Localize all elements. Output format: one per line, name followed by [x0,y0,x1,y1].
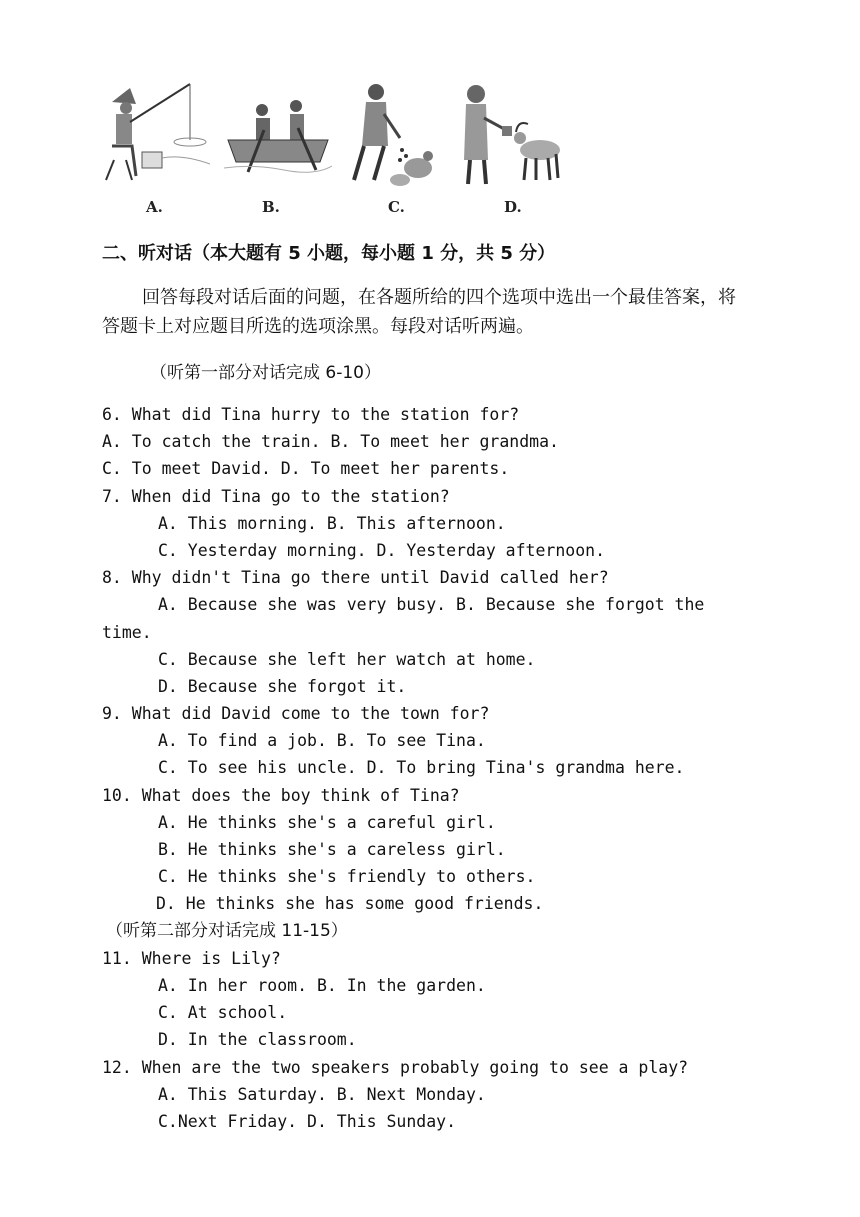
option-line: C. To see his uncle. D. To bring Tina's grandma here. [158,758,685,778]
picture-options [100,80,570,220]
option-line: C.Next Friday. D. This Sunday. [158,1111,457,1131]
feeding-chickens-icon [344,80,440,190]
part1-note: （听第一部分对话完成 6-10） [150,363,381,383]
question-line: 9. What did David come to the town for? [102,704,490,724]
option-line: C. Yesterday morning. D. Yesterday afternoon. [158,540,606,560]
question-line: 10. What does the boy think of Tina? [102,785,460,805]
option-line: C. To meet David. D. To meet her parents. [102,459,510,479]
question-line: 6. What did Tina hurry to the station for? [102,405,520,424]
option-line: C. Because she left her watch at home. [158,649,536,669]
picture-label-c: C. [388,198,405,216]
option-line: A. This Saturday. B. Next Monday. [158,1084,486,1104]
option-line: B. He thinks she's a careless girl. [158,840,506,860]
option-line: A. Because she was very busy. B. Because she forgot the time. [102,595,705,642]
option-line: D. In the classroom. [158,1030,357,1050]
section-heading: 二、听对话（本大题有 5 小题，每小题 1 分，共 5 分） [102,243,556,264]
option-line: A. He thinks she's a careful girl. [158,812,496,832]
questions [102,401,752,1135]
picture-label-d: D. [504,198,522,216]
option-line: C. He thinks she's friendly to others. [158,867,536,887]
question-line: 12. When are the two speakers probably going to see a play? [102,1057,689,1077]
picture-label-b: B. [262,198,280,216]
option-line: C. At school. [158,1003,288,1023]
option-line: A. To catch the train. B. To meet her grandma. [102,432,559,452]
question-line: 7. When did Tina go to the station? [102,486,450,506]
option-line: D. He thinks she has some good friends. [156,894,544,914]
picture-label-a: A. [146,198,163,216]
feeding-goat-icon [458,80,568,190]
option-line: A. In her room. B. In the garden. [158,975,486,995]
part2-note: （听第二部分对话完成 11-15） [106,920,348,941]
question-line: 11. Where is Lily? [102,948,281,968]
option-line: D. Because she forgot it. [158,676,407,696]
fishing-man-icon [102,80,210,190]
instructions: 回答每段对话后面的问题，在各题所给的四个选项中选出一个最佳答案，将答题卡上对应题目所选的选项涂黑。每段对话听两遍。 [102,287,736,337]
option-line: A. To find a job. B. To see Tina. [158,731,486,751]
option-line: A. This morning. B. This afternoon. [158,513,506,533]
rowing-boat-icon [224,80,332,190]
question-line: 8. Why didn't Tina go there until David called her? [102,568,609,588]
